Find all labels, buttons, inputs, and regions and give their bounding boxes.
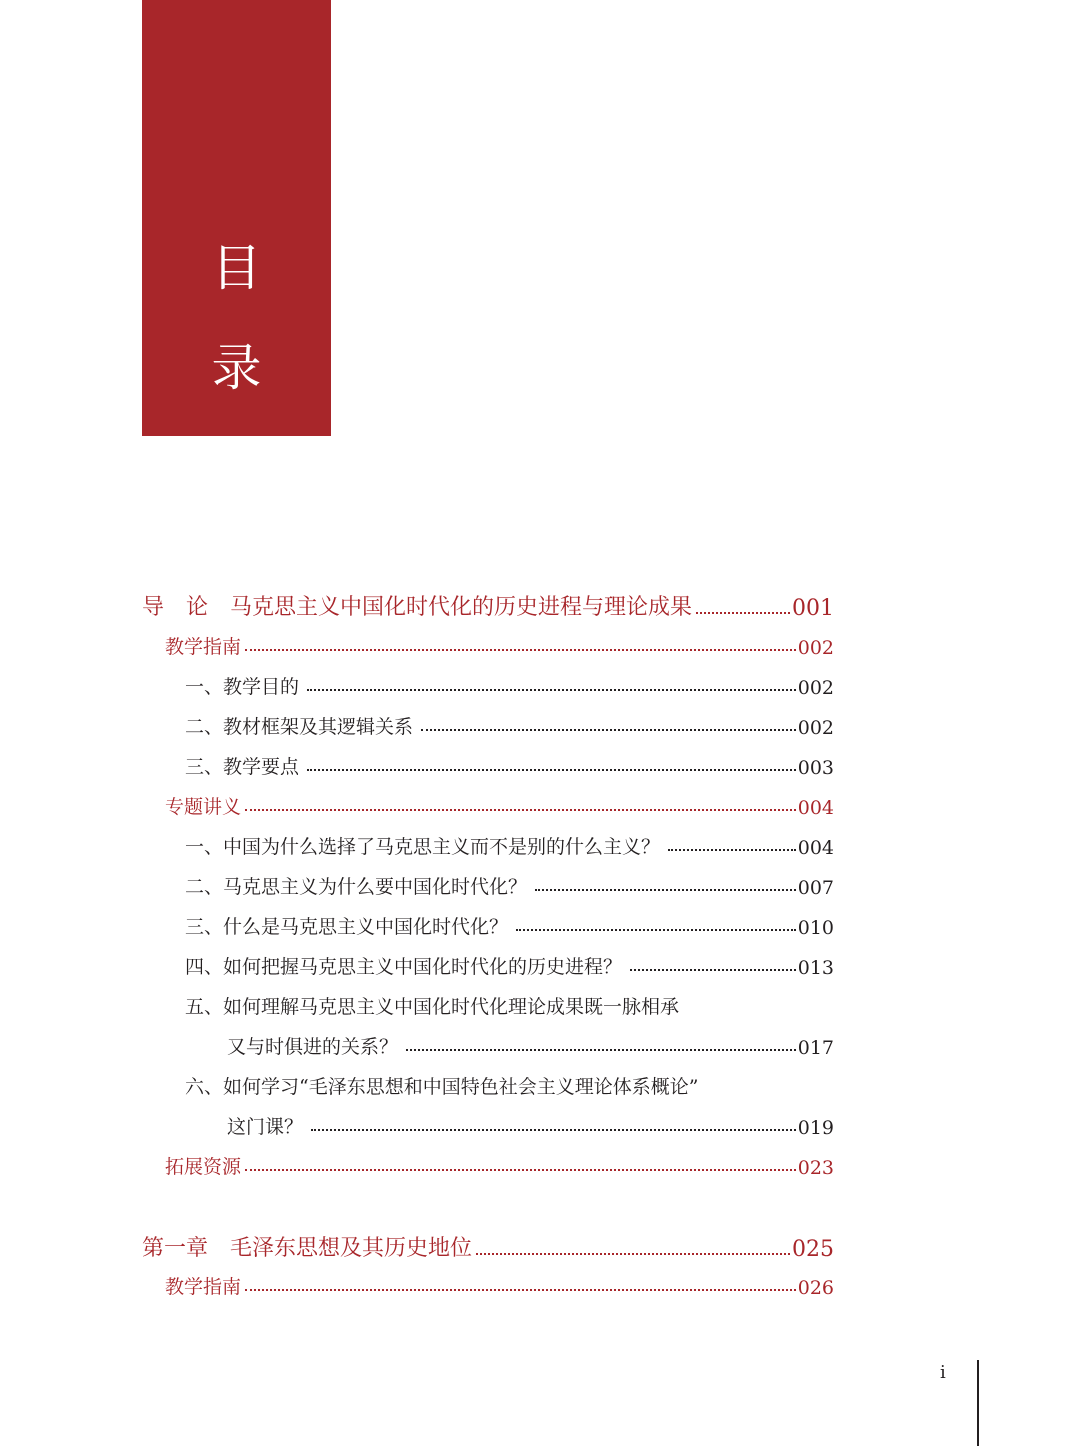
page-number: 010 [797, 917, 834, 939]
entry-label: 一、教学目的 [185, 676, 300, 698]
dot-leader [696, 612, 790, 614]
page-folio: i [940, 1362, 946, 1383]
dot-leader [535, 889, 796, 891]
entry-label: 拓展资源 [165, 1156, 242, 1178]
entry-label: 专题讲义 [165, 796, 242, 818]
toc-entry-lecture-item-4[interactable] [185, 952, 834, 979]
page-number: 001 [792, 596, 834, 621]
toc-entry-lecture-item-2[interactable] [185, 872, 834, 899]
title-banner [142, 0, 331, 436]
toc-entry-chapter-1[interactable] [142, 1231, 834, 1262]
entry-label: 一、中国为什么选择了马克思主义而不是别的什么主义？ [185, 836, 661, 858]
toc-entry-lecture-item-6-line-2[interactable] [227, 1112, 834, 1139]
dot-leader [245, 809, 796, 811]
page-number: 007 [797, 877, 834, 899]
toc-entry-guide-item-1[interactable] [185, 672, 834, 699]
page-title-char-1: 目 [211, 239, 262, 297]
page-number: 002 [797, 637, 834, 659]
intro-label-b: 论 [186, 595, 209, 620]
toc-entry-resources[interactable] [165, 1152, 834, 1179]
entry-label: 教学指南 [165, 1276, 242, 1298]
entry-label: 四、如何把握马克思主义中国化时代化的历史进程？ [185, 956, 623, 978]
toc-entry-guide[interactable] [165, 632, 834, 659]
page-number: 002 [797, 677, 834, 699]
page-number: 004 [797, 837, 834, 859]
toc-entry-lecture-item-3[interactable] [185, 912, 834, 939]
toc-entry-lecture-item-5-line-2[interactable] [227, 1032, 834, 1059]
entry-label: 三、什么是马克思主义中国化时代化？ [185, 916, 509, 938]
page-number: 004 [797, 797, 834, 819]
toc-entry-guide-item-2[interactable] [185, 712, 834, 739]
dot-leader [476, 1253, 790, 1255]
toc-entry-lecture[interactable] [165, 792, 834, 819]
page-number: 019 [797, 1117, 834, 1139]
page-number: 003 [797, 757, 834, 779]
page-number: 025 [792, 1237, 834, 1262]
toc-entry-chapter-1-guide[interactable] [165, 1272, 834, 1299]
dot-leader [307, 689, 796, 691]
dot-leader [307, 769, 796, 771]
dot-leader [245, 649, 796, 651]
toc-entry-lecture-item-6-line-1[interactable]: 六、如何学习“毛泽东思想和中国特色社会主义理论体系概论” [185, 1076, 699, 1098]
dot-leader [630, 969, 796, 971]
dot-leader [421, 729, 796, 731]
chapter-title: 毛泽东思想及其历史地位 [230, 1236, 473, 1261]
page-number: 002 [797, 717, 834, 739]
entry-label: 二、马克思主义为什么要中国化时代化？ [185, 876, 528, 898]
dot-leader [311, 1129, 796, 1131]
entry-label: 又与时俱进的关系？ [227, 1036, 399, 1058]
toc-entry-lecture-item-5-line-1[interactable]: 五、如何理解马克思主义中国化时代化理论成果既一脉相承 [185, 996, 680, 1018]
folio-divider [977, 1360, 979, 1446]
page-number: 017 [797, 1037, 834, 1059]
entry-label: 这门课？ [227, 1116, 304, 1138]
page-title-char-2: 录 [211, 339, 262, 397]
page-number: 013 [797, 957, 834, 979]
entry-label: 教学指南 [165, 636, 242, 658]
toc-entry-intro[interactable] [142, 590, 834, 621]
toc-entry-guide-item-3[interactable] [185, 752, 834, 779]
chapter-label: 第一章 [142, 1236, 209, 1261]
page-number: 026 [797, 1277, 834, 1299]
dot-leader [245, 1289, 796, 1291]
dot-leader [406, 1049, 796, 1051]
toc-entry-lecture-item-1[interactable] [185, 832, 834, 859]
intro-label-a: 导 [142, 595, 165, 620]
dot-leader [245, 1169, 796, 1171]
dot-leader [668, 849, 796, 851]
intro-title: 马克思主义中国化时代化的历史进程与理论成果 [230, 595, 693, 620]
entry-label: 二、教材框架及其逻辑关系 [185, 716, 414, 738]
page-number: 023 [797, 1157, 834, 1179]
dot-leader [516, 929, 796, 931]
entry-label: 三、教学要点 [185, 756, 300, 778]
